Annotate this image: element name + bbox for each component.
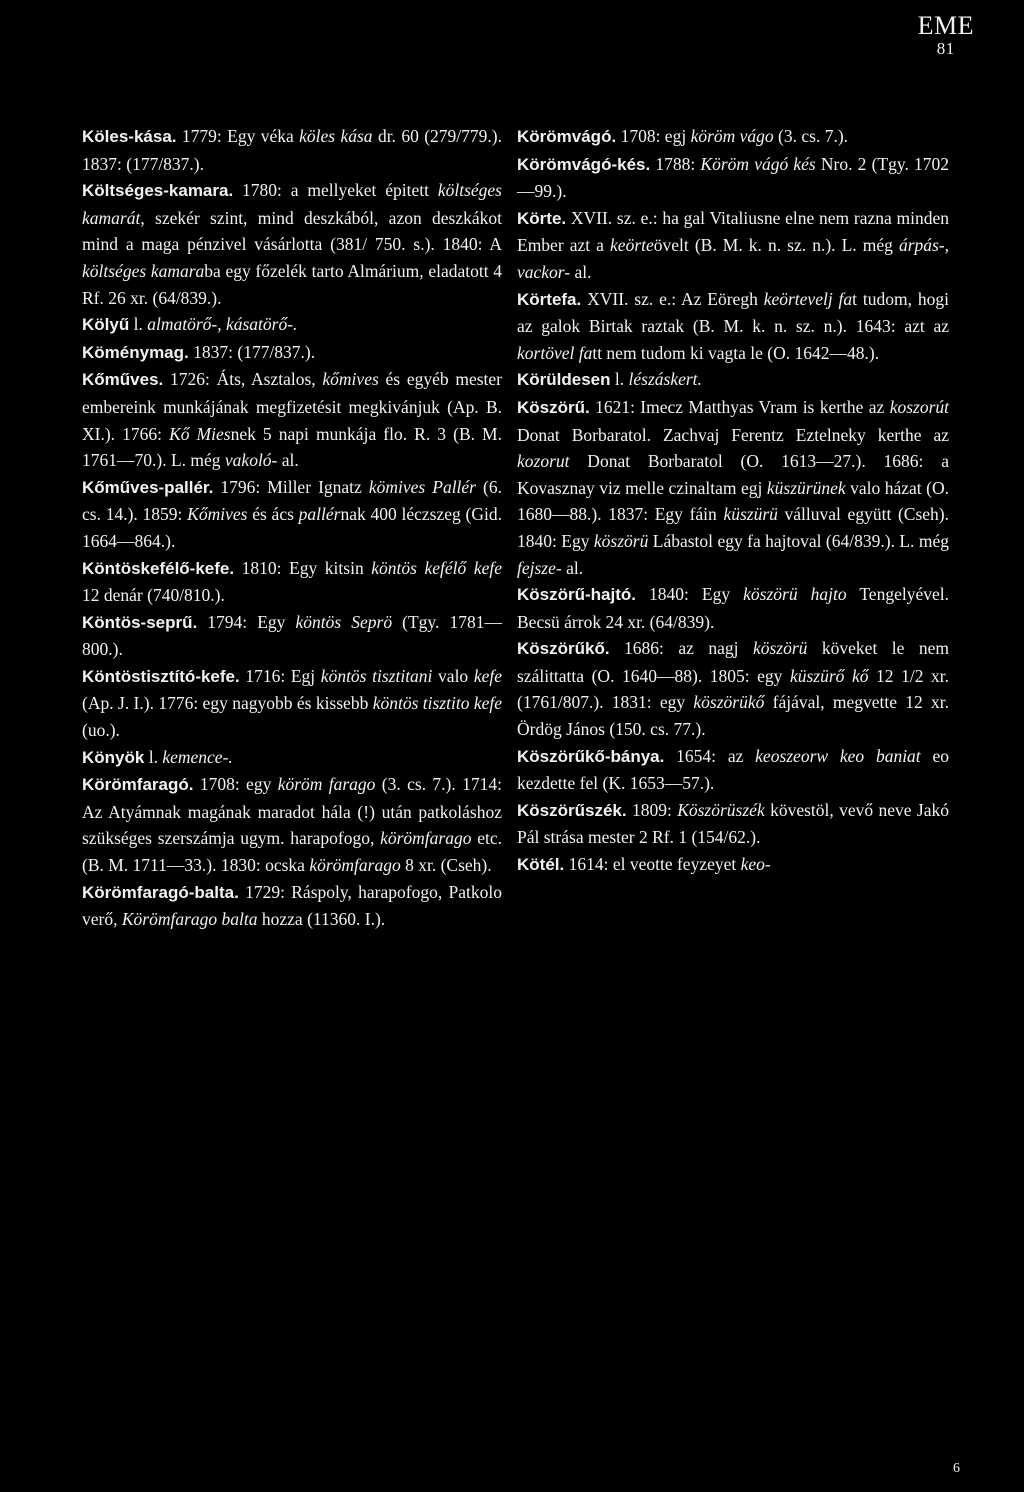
entry-headword: Körtefa. bbox=[517, 289, 582, 309]
entry-quoted-term: kefe bbox=[473, 665, 502, 686]
entry-quoted-term: köszörü hajto bbox=[743, 584, 847, 605]
entry-headword: Köntöskefélő-kefe. bbox=[82, 558, 235, 578]
entry-quoted-term: Köröm vágó kés bbox=[700, 153, 816, 174]
entry-text: fájával, megvette 12 xr. Ördög János (150. cs. 77.). bbox=[517, 692, 949, 740]
entry-text: 1780: a mellyeket épitett bbox=[233, 180, 438, 201]
entry-quoted-term: Kőmives bbox=[187, 504, 248, 525]
entry-text: XVII. sz. e.: Az Eöregh bbox=[581, 288, 764, 309]
entry-quoted-term: küszürő kő bbox=[789, 665, 869, 686]
running-head-title: EME bbox=[917, 11, 974, 40]
dictionary-entry bbox=[82, 609, 502, 663]
dictionary-entry bbox=[82, 123, 502, 177]
entry-quoted-term: Körömfarago balta bbox=[121, 909, 258, 930]
entry-quoted-term: Kő Mies bbox=[169, 423, 231, 444]
entry-quoted-term: körömfarago bbox=[309, 855, 401, 876]
entry-text: al. bbox=[561, 557, 584, 578]
entry-text: válluval együtt (Cseh). 1840: Egy bbox=[517, 504, 949, 551]
dictionary-entry bbox=[82, 474, 502, 555]
entry-text: 1788: bbox=[650, 153, 701, 174]
entry-quoted-term: köszörü bbox=[752, 638, 808, 659]
entry-headword: Kötél. bbox=[517, 855, 565, 875]
entry-headword: Kőműves-pallér. bbox=[82, 477, 214, 497]
entry-quoted-term: köntös tisztito kefe bbox=[372, 693, 502, 714]
dictionary-entry bbox=[517, 581, 949, 635]
entry-text: 1809: bbox=[626, 799, 678, 820]
entry-headword: Köszörűszék. bbox=[517, 800, 627, 820]
entry-quoted-term: kőmives bbox=[322, 369, 379, 390]
dictionary-entry bbox=[517, 286, 949, 367]
entry-text: Donat Borbaratol. Zachvaj Ferentz Eztelneky kerthe az bbox=[517, 424, 949, 445]
dictionary-entry bbox=[82, 771, 502, 878]
entry-text: 8 xr. (Cseh). bbox=[400, 855, 492, 876]
dictionary-entry bbox=[517, 394, 949, 581]
entry-quoted-term: Köszörüszék bbox=[677, 799, 765, 820]
entry-headword: Köszörű-hajtó. bbox=[517, 585, 636, 605]
entry-headword: Köménymag. bbox=[82, 342, 189, 362]
entry-headword: Könyök bbox=[82, 747, 145, 767]
entry-quoted-term: köszörü bbox=[593, 530, 649, 551]
entry-text: eo kezdette fel (K. 1653—57.). bbox=[517, 745, 949, 794]
dictionary-entry bbox=[82, 555, 502, 609]
entry-quoted-term: küszürü bbox=[723, 504, 778, 525]
dictionary-entry bbox=[517, 123, 949, 151]
entry-text: 12 denár (740/810.). bbox=[82, 585, 225, 606]
right-column bbox=[517, 123, 949, 879]
entry-quoted-term: köntös kefélő kefe bbox=[371, 557, 502, 578]
dictionary-entry bbox=[82, 177, 502, 311]
entry-text: 1729: Ráspoly, harapofogo, Patkolo verő, bbox=[82, 881, 502, 930]
dictionary-entry bbox=[517, 205, 949, 286]
entry-text: övelt (B. M. k. n. sz. n.). L. még bbox=[653, 235, 899, 256]
entry-quoted-term: pallér bbox=[298, 504, 341, 525]
dictionary-entry bbox=[82, 744, 502, 772]
entry-headword: Köszörűkő. bbox=[517, 639, 610, 659]
entry-text: 1796: Miller Ignatz bbox=[213, 476, 369, 497]
dictionary-entry bbox=[82, 366, 502, 473]
entry-quoted-term: fejsze- bbox=[517, 557, 562, 578]
dictionary-entry bbox=[517, 635, 949, 742]
entry-text: XVII. sz. e.: ha gal Vitaliusne elne nem razna minden Ember azt a bbox=[517, 207, 949, 256]
entry-text: dr. 60 (279/779.). 1837: (177/837.). bbox=[82, 126, 502, 174]
entry-headword: Körömfaragó. bbox=[82, 775, 194, 795]
entry-quoted-term: keo- bbox=[740, 854, 771, 875]
entry-quoted-term: almatörő-, kásatörő-. bbox=[147, 314, 298, 335]
entry-headword: Körte. bbox=[517, 208, 567, 228]
entry-text: és egyéb mester embereink munkájának megfizetésit megkivánjuk (Ap. B. XI.). 1766: bbox=[82, 369, 502, 444]
dictionary-entry bbox=[82, 311, 502, 339]
entry-text: ba egy főzelék tarto Almárium, eladatott 4 Rf. 26 xr. (64/839.). bbox=[82, 260, 503, 308]
entry-quoted-term: köles kása bbox=[299, 126, 373, 146]
entry-text: köveket le nem szálittatta (O. 1640—88). 1805: egy bbox=[517, 638, 950, 686]
entry-text: , szekér szint, mind deszkából, azon deszkákot mind a maga pénzivel vásárlotta (381/ 750. s.). 1840: A bbox=[82, 207, 502, 255]
entry-quoted-term: keoszeorw keo baniat bbox=[755, 745, 921, 766]
signature-mark: 6 bbox=[953, 1461, 960, 1476]
entry-text: l. bbox=[144, 746, 163, 767]
entry-headword: Körömvágó-kés. bbox=[517, 154, 651, 174]
entry-quoted-term: kemence-. bbox=[162, 746, 233, 767]
entry-text: Nro. 2 (Tgy. 1702—99.). bbox=[517, 153, 949, 202]
dictionary-entry bbox=[82, 339, 502, 367]
entry-quoted-term: kömives Pallér bbox=[368, 476, 476, 497]
entry-quoted-term: körömfarago bbox=[380, 828, 472, 849]
entry-text: (3. cs. 7.). bbox=[773, 126, 849, 146]
entry-quoted-term: köröm vágo bbox=[690, 126, 774, 146]
entry-text: 1794: Egy bbox=[197, 611, 296, 632]
entry-quoted-term: árpás-, vackor- bbox=[517, 235, 950, 282]
entry-text: (Ap. J. I.). 1776: egy nagyobb és kissebb bbox=[82, 693, 373, 714]
entry-text: 1708: egy bbox=[193, 774, 278, 795]
entry-quoted-term: kortövel fa bbox=[517, 342, 593, 363]
entry-quoted-term: köntös tisztitani bbox=[320, 665, 433, 686]
entry-headword: Körömvágó. bbox=[517, 127, 617, 146]
entry-text: 12 1/2 xr. (1761/807.). 1831: egy bbox=[517, 665, 949, 713]
left-column bbox=[82, 123, 502, 933]
entry-text: etc. (B. M. 1711—33.). 1830: ocska bbox=[82, 828, 502, 876]
dictionary-entry bbox=[517, 743, 949, 797]
entry-headword: Körömfaragó-balta. bbox=[82, 882, 239, 902]
entry-text: 1621: Imecz Matthyas Vram is kerthe az bbox=[589, 396, 890, 417]
entry-headword: Költséges-kamara. bbox=[82, 181, 234, 201]
entry-text: Tengelyével. Becsü árrok 24 xr. (64/839). bbox=[517, 584, 949, 632]
entry-quoted-term: köntös Seprö bbox=[295, 611, 393, 632]
entry-text: hozza (11360. I.). bbox=[257, 909, 386, 930]
entry-text: Donat Borbaratol (O. 1613—27.). 1686: a Kovasznay viz melle czinaltam egj bbox=[517, 451, 949, 498]
entry-quoted-term: vakoló- bbox=[224, 450, 278, 471]
entry-text: tt nem tudom ki vagta le (O. 1642—48.). bbox=[592, 342, 880, 363]
entry-quoted-term: köröm farago bbox=[277, 774, 376, 795]
entry-text: (Tgy. 1781—800.). bbox=[82, 611, 502, 660]
entry-text: nek 5 napi munkája flo. R. 3 (B. M. 1761—70.). L. még bbox=[82, 423, 502, 471]
entry-quoted-term: keörtevelj fa bbox=[763, 288, 853, 309]
dictionary-entry bbox=[517, 151, 949, 205]
entry-quoted-term: küszürünek bbox=[766, 477, 846, 498]
entry-text: 1708: egj bbox=[616, 126, 691, 146]
dictionary-entry bbox=[517, 851, 949, 879]
entry-text: t tudom, hogi az galok Birtak raztak (B. M. k. n. sz. n.). 1643: azt az bbox=[517, 288, 949, 337]
entry-headword: Körüldesen bbox=[517, 370, 611, 390]
entry-text: valo bbox=[432, 665, 474, 686]
entry-quoted-term: köszörükő bbox=[693, 692, 765, 713]
entry-headword: Kölyű bbox=[82, 315, 130, 335]
entry-headword: Köszörűkő-bánya. bbox=[517, 746, 665, 766]
entry-text: valo házat (O. 1680—88.). 1837: Egy fáin bbox=[517, 477, 949, 525]
entry-text: 1810: Egy kitsin bbox=[234, 557, 372, 578]
dictionary-entry bbox=[517, 797, 949, 851]
entry-headword: Kőműves. bbox=[82, 370, 164, 390]
entry-text: 1726: Áts, Asztalos, bbox=[163, 369, 323, 390]
entry-text: 1716: Egj bbox=[239, 665, 321, 686]
entry-text: 1840: Egy bbox=[636, 584, 744, 605]
entry-text: és ács bbox=[247, 504, 299, 525]
entry-text: al. bbox=[570, 261, 592, 282]
entry-headword: Köntös-seprű. bbox=[82, 612, 198, 632]
entry-text: Lábastol egy fa hajtoval (64/839.). L. még bbox=[648, 530, 949, 551]
entry-text: 1837: (177/837.). bbox=[188, 341, 316, 362]
entry-quoted-term: keörte bbox=[610, 235, 654, 256]
entry-quoted-term: lészáskert. bbox=[628, 369, 702, 390]
entry-text: 1654: az bbox=[664, 745, 756, 766]
dictionary-entry bbox=[517, 366, 949, 394]
entry-text: (uo.). bbox=[82, 720, 120, 741]
entry-text: 1686: az nagj bbox=[609, 638, 753, 659]
entry-text: (6. cs. 14.). 1859: bbox=[82, 476, 502, 525]
entry-text: al. bbox=[277, 450, 299, 471]
entry-quoted-term: költséges kamarát bbox=[82, 180, 502, 228]
dictionary-entry bbox=[82, 879, 502, 933]
entry-headword: Köszörű. bbox=[517, 397, 590, 417]
entry-text: 1779: Egy véka bbox=[176, 126, 300, 146]
entry-text: l. bbox=[129, 314, 148, 335]
running-head bbox=[918, 12, 974, 58]
page-number: 81 bbox=[936, 39, 955, 58]
entry-text: (3. cs. 7.). 1714: Az Atyámnak magának maradot hála (!) után patkoláshoz szükséges szerszámja ugym. harapofogo, bbox=[82, 774, 502, 849]
entry-quoted-term: kozorut bbox=[517, 451, 570, 472]
entry-text: 1614: el veotte feyzeyet bbox=[564, 854, 741, 875]
dictionary-entry bbox=[82, 663, 502, 744]
entry-text: l. bbox=[610, 369, 629, 390]
entry-text: kövestöl, vevő neve Jakó Pál strása mester 2 Rf. 1 (154/62.). bbox=[517, 799, 949, 848]
entry-headword: Köles-kása. bbox=[82, 127, 177, 146]
entry-text: nak 400 léczszeg (Gid. 1664—864.). bbox=[82, 504, 502, 551]
entry-headword: Köntöstisztító-kefe. bbox=[82, 666, 240, 686]
entry-quoted-term: koszorút bbox=[889, 396, 949, 417]
entry-quoted-term: költséges kamara bbox=[82, 260, 205, 281]
